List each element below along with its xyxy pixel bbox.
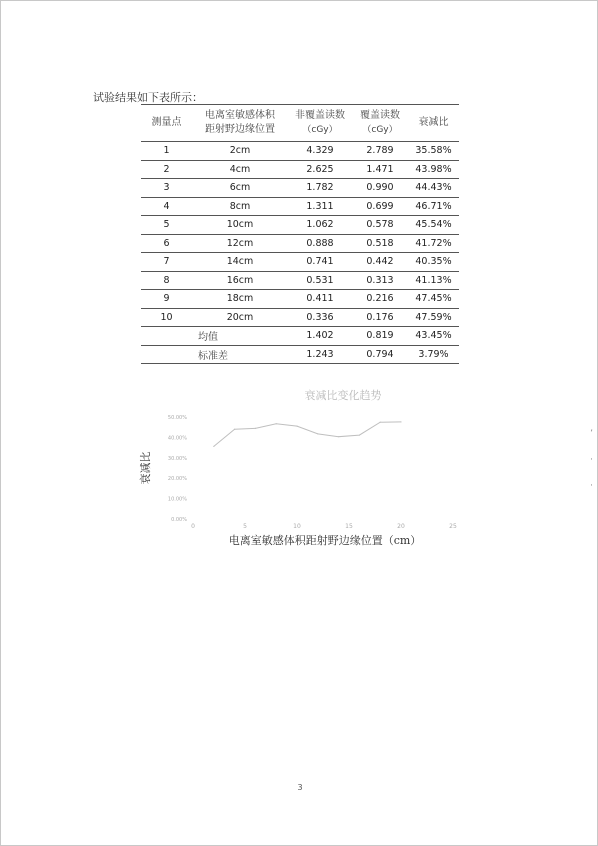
- attenuation-line-chart: [121, 381, 481, 551]
- cell-covered: 0.990: [352, 179, 408, 198]
- summary-row: [141, 327, 459, 346]
- cell-covered: 2.789: [352, 142, 408, 161]
- cell-point: 4: [141, 197, 192, 216]
- chart-area: [121, 381, 481, 555]
- cell-covered: 0.578: [352, 216, 408, 235]
- summary-non-covered: 1.402: [288, 327, 352, 346]
- header-covered: [352, 105, 408, 142]
- cell-ratio: 46.71%: [408, 197, 459, 216]
- table-row: [141, 290, 459, 309]
- y-tick-label: 40.00%: [167, 435, 187, 442]
- cell-non-covered: 1.311: [288, 197, 352, 216]
- cell-non-covered: 0.531: [288, 271, 352, 290]
- scan-edge-marks: [590, 421, 593, 499]
- x-axis-label: 电离室敏感体积距射野边缘位置（cm）: [228, 534, 422, 547]
- cell-ratio: 40.35%: [408, 253, 459, 272]
- cell-position: 12cm: [192, 234, 288, 253]
- table-row: [141, 253, 459, 272]
- header-position: [192, 105, 288, 142]
- header-position-line2: 距射野边缘位置: [205, 124, 275, 135]
- cell-covered: 0.313: [352, 271, 408, 290]
- cell-position: 20cm: [192, 308, 288, 327]
- chart-title: 衰减比变化趋势: [304, 389, 382, 402]
- summary-spacer: [141, 327, 192, 346]
- table-row: [141, 179, 459, 198]
- scan-mark: ·: [590, 455, 593, 465]
- scan-mark: ’: [590, 429, 593, 439]
- cell-ratio: 41.13%: [408, 271, 459, 290]
- cell-point: 5: [141, 216, 192, 235]
- summary-non-covered: 1.243: [288, 345, 352, 364]
- x-tick-label: 20: [397, 523, 405, 530]
- x-tick-label: 0: [191, 523, 195, 530]
- page-number: 3: [297, 783, 303, 792]
- table-row: [141, 160, 459, 179]
- x-tick-label: 5: [243, 523, 247, 530]
- data-point: [234, 429, 235, 430]
- table-row: [141, 271, 459, 290]
- y-tick-label: 50.00%: [167, 415, 187, 421]
- data-point: [317, 433, 318, 434]
- cell-non-covered: 4.329: [288, 142, 352, 161]
- cell-position: 16cm: [192, 271, 288, 290]
- cell-non-covered: 1.782: [288, 179, 352, 198]
- data-point: [338, 436, 339, 437]
- summary-ratio: 43.45%: [408, 327, 459, 346]
- data-point: [296, 425, 297, 426]
- header-covered-line2: （cGy）: [362, 125, 398, 135]
- cell-ratio: 44.43%: [408, 179, 459, 198]
- results-table: [141, 104, 459, 364]
- header-covered-line1: 覆盖读数: [360, 110, 400, 121]
- summary-ratio: 3.79%: [408, 345, 459, 364]
- cell-covered: 0.442: [352, 253, 408, 272]
- data-point: [213, 446, 214, 447]
- cell-non-covered: 0.336: [288, 308, 352, 327]
- cell-position: 10cm: [192, 216, 288, 235]
- summary-label: 均值: [192, 327, 288, 346]
- y-tick-label: 10.00%: [167, 496, 187, 503]
- table-row: [141, 197, 459, 216]
- cell-ratio: 47.59%: [408, 308, 459, 327]
- cell-point: 3: [141, 179, 192, 198]
- header-non-covered: [288, 105, 352, 142]
- table-row: [141, 234, 459, 253]
- cell-non-covered: 2.625: [288, 160, 352, 179]
- x-tick-label: 25: [449, 523, 457, 530]
- series-line: [214, 422, 401, 447]
- data-point: [276, 423, 277, 424]
- x-tick-label: 15: [345, 523, 353, 530]
- cell-point: 8: [141, 271, 192, 290]
- data-point: [400, 421, 401, 422]
- cell-covered: 1.471: [352, 160, 408, 179]
- summary-covered: 0.794: [352, 345, 408, 364]
- cell-point: 9: [141, 290, 192, 309]
- table-header-row: [141, 105, 459, 142]
- data-point: [359, 434, 360, 435]
- table-row: [141, 308, 459, 327]
- scan-mark: ·: [590, 481, 593, 491]
- cell-covered: 0.518: [352, 234, 408, 253]
- cell-ratio: 41.72%: [408, 234, 459, 253]
- cell-ratio: 45.54%: [408, 216, 459, 235]
- y-tick-label: 20.00%: [167, 476, 187, 483]
- cell-non-covered: 0.888: [288, 234, 352, 253]
- y-tick-label: 0.00%: [171, 517, 187, 523]
- y-tick-label: 30.00%: [167, 455, 187, 462]
- cell-covered: 0.176: [352, 308, 408, 327]
- cell-non-covered: 0.411: [288, 290, 352, 309]
- cell-ratio: 43.98%: [408, 160, 459, 179]
- cell-ratio: 47.45%: [408, 290, 459, 309]
- cell-ratio: 35.58%: [408, 142, 459, 161]
- table-row: [141, 142, 459, 161]
- header-non-covered-line2: （cGy）: [302, 125, 338, 135]
- cell-position: 2cm: [192, 142, 288, 161]
- header-ratio: 衰减比: [408, 105, 459, 142]
- data-point: [255, 428, 256, 429]
- table-body: [141, 142, 459, 364]
- cell-non-covered: 0.741: [288, 253, 352, 272]
- cell-point: 10: [141, 308, 192, 327]
- summary-row: [141, 345, 459, 364]
- cell-covered: 0.216: [352, 290, 408, 309]
- cell-point: 2: [141, 160, 192, 179]
- header-position-line1: 电离室敏感体积: [205, 110, 275, 121]
- data-point: [380, 422, 381, 423]
- cell-point: 7: [141, 253, 192, 272]
- header-non-covered-line1: 非覆盖读数: [295, 110, 345, 121]
- intro-text: 试验结果如下表所示：: [93, 91, 203, 104]
- header-point: 测量点: [141, 105, 192, 142]
- cell-covered: 0.699: [352, 197, 408, 216]
- table-row: [141, 216, 459, 235]
- cell-point: 1: [141, 142, 192, 161]
- cell-point: 6: [141, 234, 192, 253]
- summary-label: 标准差: [192, 345, 288, 364]
- cell-position: 8cm: [192, 197, 288, 216]
- cell-position: 6cm: [192, 179, 288, 198]
- summary-spacer: [141, 345, 192, 364]
- cell-position: 18cm: [192, 290, 288, 309]
- x-tick-label: 10: [293, 523, 301, 530]
- cell-position: 4cm: [192, 160, 288, 179]
- cell-non-covered: 1.062: [288, 216, 352, 235]
- y-axis-label: 衰减比: [139, 451, 152, 485]
- cell-position: 14cm: [192, 253, 288, 272]
- summary-covered: 0.819: [352, 327, 408, 346]
